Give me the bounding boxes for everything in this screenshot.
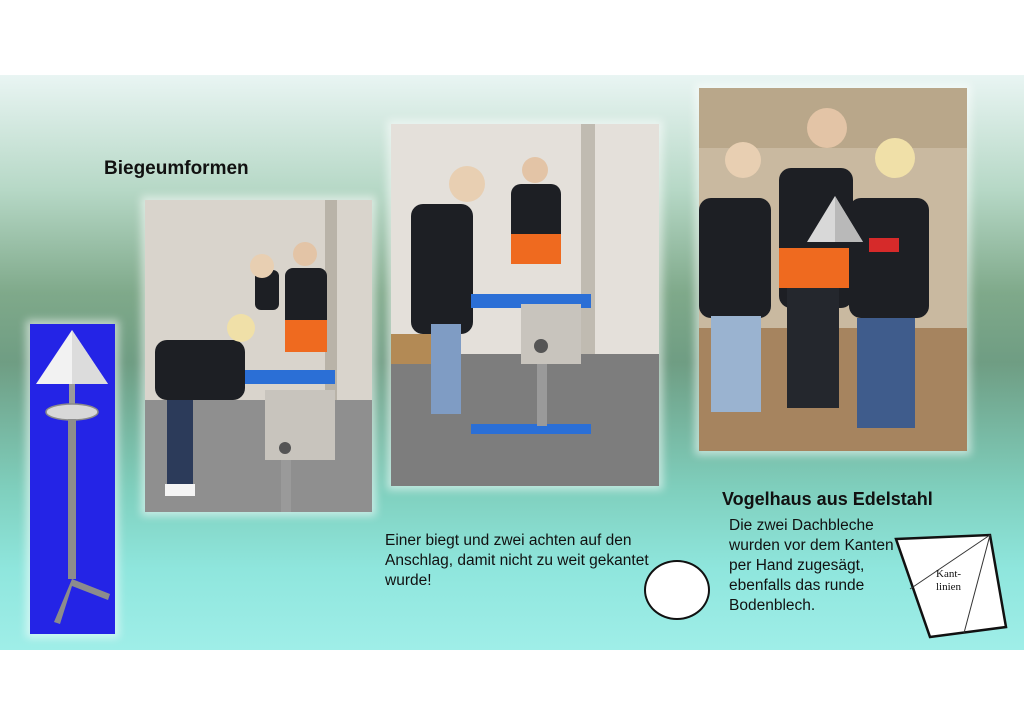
section-heading: Vogelhaus aus Edelstahl (722, 489, 933, 509)
group-photo (699, 88, 967, 451)
page-title: Biegeumformen (104, 158, 249, 179)
round-floor-plate-sketch (644, 560, 710, 620)
bending-photo-2 (391, 124, 659, 486)
roof-caption: Die zwei Dachbleche wurden vor dem Kanten per Hand zugesägt, ebenfalls das runde Bodenblech. (729, 517, 894, 614)
sketch-label-line2: linien (936, 581, 962, 593)
bending-caption: Einer biegt und zwei achten auf den Anschlag, damit nicht zu weit gekantet wurde! (385, 532, 649, 589)
bending-photo-1 (145, 200, 372, 512)
sketch-label-line1: Kant- (936, 568, 962, 580)
roof-plate-sketch (890, 533, 1012, 641)
birdhouse-photo (30, 324, 115, 634)
